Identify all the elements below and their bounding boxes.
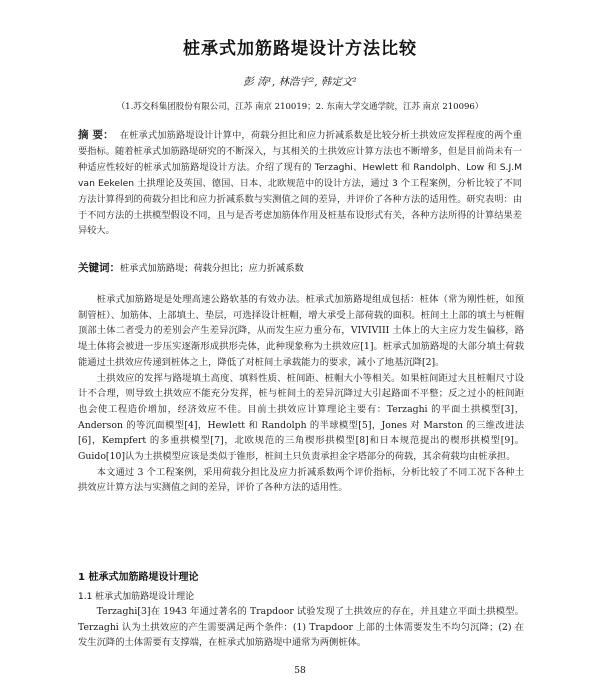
section-heading-1: 1 桩承式加筋路堤设计理论: [78, 572, 199, 583]
author-affiliations: （1.苏交科集团股份有限公司，江苏 南京 210019；2. 东南大学交通学院，江苏 南京 210096）: [116, 102, 484, 112]
abstract-label: 摘 要：: [78, 129, 114, 141]
body-paragraph: 本文通过 3 个工程案例，采用荷载分担比及应力折减系数两个评价指标，分析比较了不同工况下各种土拱效应计算方法与实测值之间的差异，评价了各种方法的适用性。: [78, 466, 524, 494]
keywords-text: 桩承式加筋路堤；荷载分担比；应力折减系数: [120, 263, 304, 274]
body-paragraph: 土拱效应的发挥与路堤填土高度、填料性质、桩间距、桩帽大小等相关。如果桩间距过大且桩帽尺寸设计不合理，则导致土拱效应不能充分发挥，桩与桩间土的差异沉降过大引起路面不平整；反之过小的桩间距也会使工程造价增加，经济效应不佳。目前土拱效应计算理论主要有：Terzaghi 的平面土拱模型[3]，Anderson 的等沉面模型[4]，Hewlett 和 Randolph 的半球模型[5]，Jones 对 Marston 的三维改进法[6]，Kempfert 的多重拱模型[7]，北欧规范的三角楔形拱模型[8]和日本规范提出的楔形拱模型[9]。Guido[10]认为土拱模型应该是类似于锥形，桩间土只负责承担金字塔部分的荷载，其余荷载均由桩承担。: [78, 372, 524, 463]
introduction-body: [78, 292, 524, 496]
subsection-heading-1-1: 1.1 桩承式加筋路堤设计理论: [78, 592, 195, 602]
abstract-text: 在桩承式加筋路堤设计计算中，荷载分担比和应力折减系数是比较分析土拱效应发挥程度的两个重要指标。随着桩承式加筋路堤研究的不断深入，与其相关的土拱效应计算方法也不断增多，但是目前尚未有一种适应性较好的桩承式加筋路堤设计方法。介绍了现有的 Terzaghi、Hewlett 和 Randolph、Low 和 S.J.M van Eekelen 土拱理论及英国、德国、日本、北欧规范中的设计方法，通过 3 个工程案例，分析比较了不同方法计算得到的荷载分担比和应力折减系数与实测值之间的差异，并评价了各种方法的适用性。研究表明：由于不同方法的土拱模型假设不同，且与是否考虑加筋体作用及桩基布设形式有关，各种方法所得的计算结果差异较大。: [78, 130, 523, 237]
body-paragraph: 桩承式加筋路堤是处理高速公路软基的有效办法。桩承式加筋路堤组成包括：桩体（常为刚性桩，如预制管桩）、加筋体、上部填土、垫层，可选择设计桩帽，增大承受上部荷载的面积。桩间土上部的填土与桩帽顶部土体二者受力的差别会产生差异沉降，从而发生应力重分布，VIVIVIII 土体上的大主应力发生偏移，路堤土体将会被进一步压实逐渐形成拱形壳体，此种现象称为土拱效应[1]。桩承式加筋路堤的大部分填土荷载能通过土拱效应传递到桩体之上，降低了对桩间土承载能力的要求，减小了地基沉降[2]。: [78, 294, 524, 368]
author-list: 彭 涛¹, 林浩宇², 韩定文²: [243, 76, 357, 88]
page-number: 58: [294, 666, 306, 676]
keywords-label: 关键词：: [78, 262, 120, 274]
section-1-1-body: [78, 604, 524, 651]
body-paragraph: Terzaghi[3]在 1943 年通过著名的 Trapdoor 试验发现了土拱效应的存在，并且建立平面土拱模型。Terzaghi 认为土拱效应的产生需要满足两个条件：(1) Trapdoor 上部的土体需要发生不均匀沉降；(2) 在发生沉降的土体需要有支撑端，在桩承式加筋路堤中通常为两侧桩体。: [78, 606, 524, 649]
keywords-block: [78, 260, 522, 275]
paper-title: 桩承式加筋路堤设计方法比较: [183, 39, 417, 59]
abstract-block: [78, 128, 522, 239]
